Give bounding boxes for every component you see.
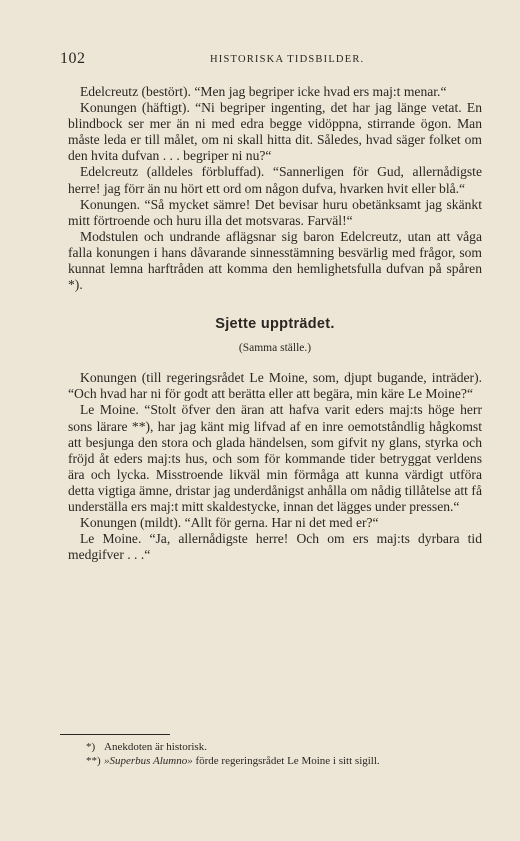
- paragraph: Le Moine. “Ja, allernådigste herre! Och om ers maj:ts dyrbara tid medgifver . . .“: [68, 531, 482, 563]
- page-header: [60, 50, 480, 70]
- footnote-mark: *): [86, 741, 96, 753]
- paragraph: Konungen. “Så mycket sämre! Det bevisar huru obetänksamt jag skänkt mitt förtroende och huru illa det motsvaras. Farväl!“: [68, 196, 482, 228]
- section-heading: Sjette uppträdet.: [215, 316, 335, 333]
- footnote-text: Anekdoten är historisk.: [104, 741, 207, 753]
- paragraph: Konungen (mildt). “Allt för gerna. Har ni det med er?“: [80, 515, 379, 531]
- stage-direction: (Samma ställe.): [238, 342, 312, 355]
- footnote-mark: **): [86, 755, 101, 767]
- paragraph: Konungen (till regeringsrådet Le Moine, som, djupt bugande, inträder). “Och hvad har ni för godt att berätta eller att begära, min käre Le Moine?“: [68, 370, 482, 402]
- footnote-italic-text: »Superbus Alumno»: [104, 755, 193, 767]
- footnote-2: [86, 754, 484, 768]
- footnote-1: [86, 740, 484, 754]
- footnotes: [86, 740, 484, 768]
- footnote-divider: [60, 734, 170, 735]
- paragraph: Edelcreutz (alldeles förbluffad). “Sannerligen för Gud, allernådigste herre! jag förr än nu hört ett ord om någon dufva, hvarken hvit eller blå.“: [68, 164, 482, 196]
- paragraph: Le Moine. “Stolt öfver den äran att hafva varit eders maj:ts höge herr sons lärare **), har jag känt mig lifvad af en inre oemotståndlig hågkomst att besjunga den stora och glada händelsen, som gifvit ny glans, styrka och fröjd åt eders maj:ts hus, och som för kommande tider betryggat verldens ära och lycka. Misstroende likväl min förmåga att kunna värdigt utföra detta vigtiga ämne, dristar jag underdånigst anhålla om nådig tillåtelse att få underställa ers maj:t mitt skaldestycke, innan det lägges under pressen.“: [68, 402, 482, 514]
- page-number: 102: [60, 50, 86, 67]
- paragraph: Edelcreutz (bestört). “Men jag begriper icke hvad ers maj:t menar.“: [80, 84, 447, 99]
- paragraph: Konungen (häftigt). “Ni begriper ingenting, det har jag länge vetat. En blindbock ser mer än ni med edra begge vidöppna, stirrande ögon. Man måste leda er till målet, om ni skall hitta dit. Således, hvad säger folket om den hvita dufvan . . . begriper ni nu?“: [68, 100, 482, 164]
- body-text: [68, 84, 482, 563]
- running-head: HISTORISKA TIDSBILDER.: [210, 54, 365, 65]
- footnote-text: förde regeringsrådet Le Moine i sitt sigill.: [192, 755, 380, 767]
- paragraph: Modstulen och undrande aflägsnar sig baron Edelcreutz, utan att våga falla konungen i hans dåvarande sinnesstämning besvärlig med frågor, som kunnat lemna harftråden att komma den hemlighetsfulla dufvan på spåren *).: [68, 228, 482, 293]
